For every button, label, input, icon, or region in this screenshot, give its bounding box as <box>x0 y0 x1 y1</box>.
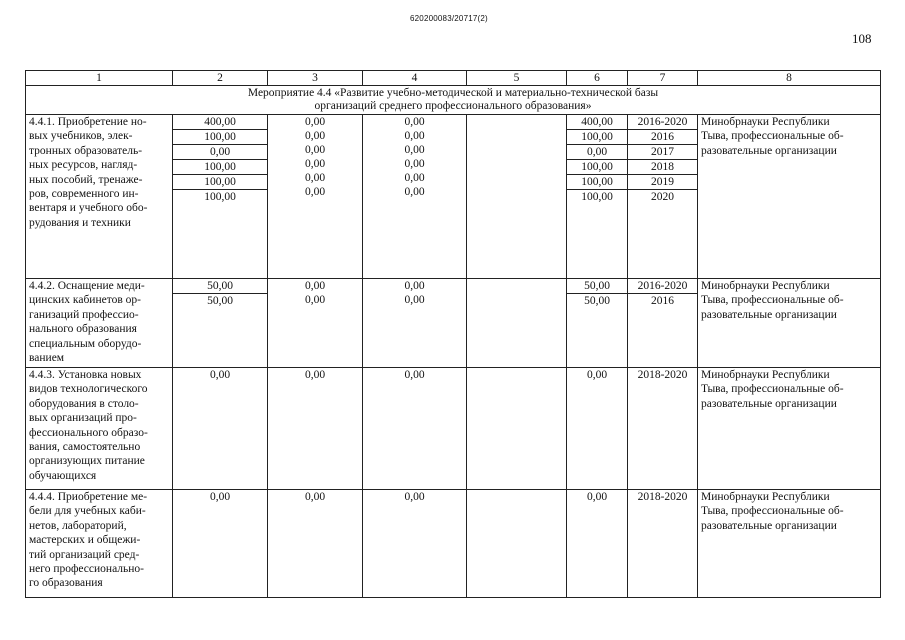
value-cell <box>567 368 628 490</box>
header-cell: 2 <box>173 71 268 86</box>
cell-text-line: ганизаций профессио- <box>29 308 139 321</box>
cell-text-line: Тыва, профессиональные об- <box>701 294 844 307</box>
cell-value: 100,00 <box>567 175 627 190</box>
value-cell <box>628 279 698 368</box>
cell-value: 0,00 <box>304 130 326 142</box>
activity-name-cell <box>26 490 173 598</box>
cell-value: 0,00 <box>209 491 231 503</box>
cell-text-line: го образования <box>29 577 103 590</box>
header-row <box>26 71 881 86</box>
value-cell <box>567 115 628 279</box>
activity-name-cell <box>26 279 173 368</box>
document-id: 620200083/20717(2) <box>410 14 488 23</box>
value-cell <box>173 279 268 368</box>
cell-value: 0,00 <box>304 158 326 170</box>
cell-value: 0,00 <box>304 294 326 306</box>
value-cell <box>628 368 698 490</box>
cell-text-line: фессионального образо- <box>29 426 148 439</box>
value-cell <box>173 368 268 490</box>
cell-text-line: Тыва, профессиональные об- <box>701 130 844 143</box>
value-cell <box>567 279 628 368</box>
cell-value: 2016-2020 <box>628 115 697 130</box>
header-cell: 6 <box>567 71 628 86</box>
cell-text-line: него профессионально- <box>29 563 144 576</box>
cell-text-line: цинских кабинетов ор- <box>29 294 141 307</box>
cell-value: 2016-2020 <box>628 279 697 294</box>
cell-value: 0,00 <box>404 144 425 156</box>
header-cell: 3 <box>268 71 363 86</box>
cell-text-line: вых учебников, элек- <box>29 130 133 143</box>
section-title <box>26 86 881 115</box>
cell-value: 0,00 <box>404 116 425 128</box>
header-cell: 5 <box>467 71 567 86</box>
cell-text-line: Тыва, профессиональные об- <box>701 383 844 396</box>
cell-value: 100,00 <box>567 160 627 175</box>
cell-value: 0,00 <box>404 369 425 381</box>
cell-text-line: тий организаций сред- <box>29 548 140 561</box>
cell-value: 0,00 <box>304 116 326 128</box>
cell-text-line: оборудования в столо- <box>29 397 139 410</box>
cell-text-line: 4.4.4. Приобретение ме- <box>29 491 148 503</box>
cell-value: 0,00 <box>304 172 326 184</box>
cell-value: 0,00 <box>404 186 425 198</box>
section-title-row <box>26 86 881 115</box>
header-cell: 1 <box>26 71 173 86</box>
cell-text-line: организующих питание <box>29 455 145 468</box>
cell-text-line: вых организаций про- <box>29 412 137 425</box>
cell-value: 100,00 <box>173 130 267 145</box>
cell-text-line: нетов, лабораторий, <box>29 519 127 532</box>
cell-value: 2016 <box>628 130 697 145</box>
cell-value: 0,00 <box>404 294 425 306</box>
value-cell <box>363 115 467 279</box>
cell-value: 2019 <box>628 175 697 190</box>
cell-value: 100,00 <box>173 175 267 190</box>
cell-text-line: Минобрнауки Республики <box>701 116 830 128</box>
cell-text-line: вентаря и учебного обо- <box>29 202 148 215</box>
cell-value: 50,00 <box>207 295 233 307</box>
header-cell: 8 <box>698 71 881 86</box>
table-row <box>26 115 881 279</box>
cell-text-line: видов технологического <box>29 383 148 396</box>
cell-value: 400,00 <box>173 115 267 130</box>
cell-value: 0,00 <box>304 144 326 156</box>
executor-cell <box>698 115 881 279</box>
cell-text-line: разовательные организации <box>701 519 837 532</box>
empty-cell <box>467 368 567 490</box>
cell-text-line: Минобрнауки Республики <box>701 280 830 292</box>
header-cell: 4 <box>363 71 467 86</box>
cell-text-line: ных пособий, тренаже- <box>29 173 143 186</box>
cell-text-line: 4.4.3. Установка новых <box>29 369 142 381</box>
cell-text-line: рудования и техники <box>29 216 131 229</box>
cell-text-line: обучающихся <box>29 469 97 482</box>
cell-value: 0,00 <box>404 130 425 142</box>
cell-value: 0,00 <box>173 145 267 160</box>
cell-value: 2018-2020 <box>637 369 688 381</box>
cell-text-line: ров, современного ин- <box>29 188 139 201</box>
cell-value: 2016 <box>651 295 674 307</box>
table-row <box>26 490 881 598</box>
cell-value: 0,00 <box>404 280 425 292</box>
cell-text-line: 4.4.2. Оснащение меди- <box>29 280 145 292</box>
cell-value: 100,00 <box>567 130 627 145</box>
executor-cell <box>698 490 881 598</box>
cell-value: 0,00 <box>404 491 425 503</box>
activity-name-cell <box>26 368 173 490</box>
cell-text-line: ванием <box>29 352 65 365</box>
cell-value: 100,00 <box>173 160 267 175</box>
empty-cell <box>467 115 567 279</box>
empty-cell <box>467 279 567 368</box>
cell-value: 2017 <box>628 145 697 160</box>
cell-value: 2018-2020 <box>637 491 688 503</box>
value-cell <box>268 115 363 279</box>
cell-text-line: мастерских и общежи- <box>29 534 141 547</box>
cell-value: 0,00 <box>304 491 326 503</box>
value-cell <box>628 490 698 598</box>
value-cell <box>268 490 363 598</box>
value-cell <box>173 115 268 279</box>
cell-value: 0,00 <box>567 145 627 160</box>
cell-text-line: Минобрнауки Республики <box>701 369 830 381</box>
cell-value: 2018 <box>628 160 697 175</box>
budget-table <box>25 70 881 598</box>
cell-value: 0,00 <box>304 280 326 292</box>
cell-value: 50,00 <box>584 295 610 307</box>
table-row <box>26 368 881 490</box>
cell-text-line: 4.4.1. Приобретение но- <box>29 116 147 128</box>
value-cell <box>268 368 363 490</box>
value-cell <box>567 490 628 598</box>
value-cell <box>173 490 268 598</box>
section-title-line: Мероприятие 4.4 «Развитие учебно-методической и материально-технической базы <box>247 87 659 99</box>
cell-value: 0,00 <box>404 172 425 184</box>
empty-cell <box>467 490 567 598</box>
cell-text-line: Тыва, профессиональные об- <box>701 505 844 518</box>
cell-value: 0,00 <box>209 369 231 381</box>
table-row <box>26 279 881 368</box>
cell-text-line: нального образования <box>29 323 137 336</box>
cell-text-line: специальным оборудо- <box>29 337 142 350</box>
value-cell <box>628 115 698 279</box>
value-cell <box>363 490 467 598</box>
cell-value: 0,00 <box>404 158 425 170</box>
cell-value: 100,00 <box>204 191 236 203</box>
cell-value: 50,00 <box>567 279 627 294</box>
value-cell <box>268 279 363 368</box>
activity-name-cell <box>26 115 173 279</box>
cell-text-line: разовательные организации <box>701 308 837 321</box>
cell-value: 0,00 <box>586 491 608 503</box>
executor-cell <box>698 279 881 368</box>
cell-value: 100,00 <box>581 191 613 203</box>
cell-value: 2020 <box>651 191 674 203</box>
value-cell <box>363 279 467 368</box>
cell-value: 0,00 <box>586 369 608 381</box>
cell-text-line: вания, самостоятельно <box>29 441 141 454</box>
cell-text-line: бели для учебных каби- <box>29 505 146 518</box>
header-cell: 7 <box>628 71 698 86</box>
value-cell <box>363 368 467 490</box>
cell-text-line: тронных образователь- <box>29 144 143 157</box>
cell-value: 400,00 <box>567 115 627 130</box>
page-number: 108 <box>852 31 872 46</box>
cell-value: 50,00 <box>173 279 267 294</box>
cell-text-line: ных ресурсов, нагляд- <box>29 159 138 172</box>
cell-value: 0,00 <box>304 369 326 381</box>
executor-cell <box>698 368 881 490</box>
cell-text-line: разовательные организации <box>701 397 837 410</box>
section-title-line: организаций среднего профессионального образования» <box>314 100 592 112</box>
cell-text-line: Минобрнауки Республики <box>701 491 830 503</box>
cell-value: 0,00 <box>304 186 326 198</box>
cell-text-line: разовательные организации <box>701 144 837 157</box>
